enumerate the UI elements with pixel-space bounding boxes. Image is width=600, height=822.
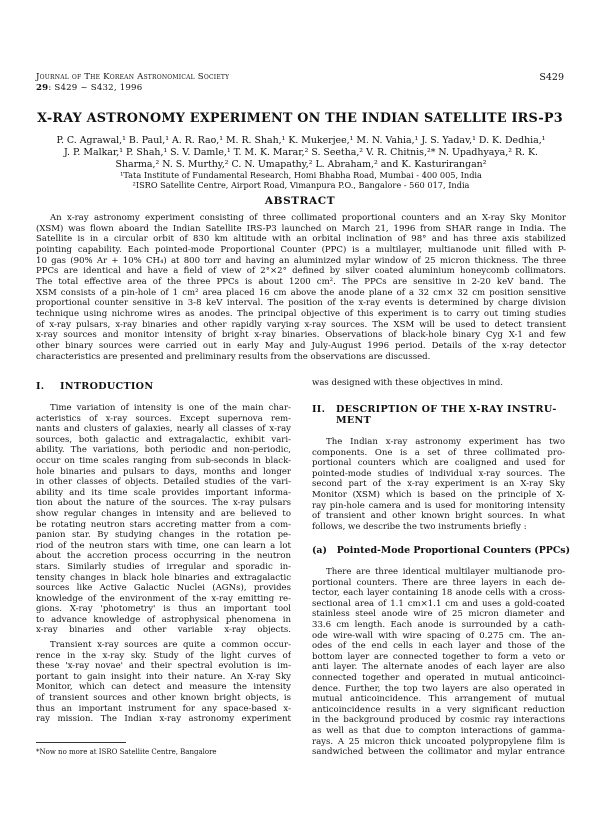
abstract-line: PPCs are identical and have a field of view of 2°×2° defined by silver coated aluminium honeycomb collimators. xyxy=(36,266,566,277)
abstract-line: pointing capability. Each pointed-mode Proportional Counter (PPC) is a multilayer, multianode unit filled with P- xyxy=(36,244,566,255)
text-line: second part of the x-ray experiment is an X-ray Sky xyxy=(312,479,565,490)
text-line: Time variation of intensity is one of the main char- xyxy=(50,403,291,413)
text-line: 33.6 cm length. Each anode is surrounded by a cath- xyxy=(312,619,565,630)
abstract-line: x-ray sources and monitor intensity of bright x-ray binaries. Observations of black-hole binary Cyg X-1 and few xyxy=(36,330,566,341)
subsection-label: (a) xyxy=(312,545,327,556)
text-line: There are three identical multilayer multianode pro- xyxy=(326,567,565,577)
text-line: ability and its time scale provides important informa- xyxy=(36,487,291,498)
text-line: sources like Active Galactic Nuclei (AGNs), provides xyxy=(36,583,291,594)
text-line: hole binaries and pulsars to days, months and longer xyxy=(36,466,291,477)
text-line: was designed with these objectives in mind. xyxy=(312,378,504,388)
text-line: ray pin-hole camera and is used for monitoring intensity xyxy=(312,500,565,511)
text-line: tion about the nature of the sources. The x-ray pulsars xyxy=(36,498,291,509)
text-line: knowledge of the environment of the x-ray emitting re- xyxy=(36,593,291,604)
text-line: odes of the end cells in each layer and those of the xyxy=(312,641,565,652)
intro-paragraph-1 xyxy=(36,403,291,636)
footnote-rule xyxy=(36,742,126,743)
text-line: ability. The variations, both periodic and non-periodic, xyxy=(36,445,291,456)
text-line: sectional area of 1.1 cm×1.1 cm and uses a gold-coated xyxy=(312,598,565,609)
author-line: P. C. Agrawal,¹ B. Paul,¹ A. R. Rao,¹ M. R. Shah,¹ K. Mukerjee,¹ M. N. Vahia,¹ J. S. Yadav,¹ D. K. Dedhia,¹ xyxy=(56,135,546,146)
abstract-line: The total effective area of the three PPCs is about 1200 cm². The PPCs are sensitive in 2-20 keV band. The xyxy=(36,276,566,287)
abstract-line: (XSM) was flown aboard the Indian Satellite IRS-P3 launched on March 21, 1996 from SHAR range in India. The xyxy=(36,223,566,234)
text-line: bottom layer are connected together to form a veto or xyxy=(312,651,565,662)
text-line: rays. A 25 micron thick uncoated polypropylene film is xyxy=(312,736,565,747)
text-line: ode wire-wall with wire spacing of 0.275 cm. The an- xyxy=(312,630,565,641)
text-line: in other classes of objects. Detailed studies of the vari- xyxy=(36,477,291,488)
journal-volume-line xyxy=(36,83,229,94)
text-line: about the accretion process occurring in the neutron xyxy=(36,551,291,562)
text-line: of transient sources and other known bright objects, is xyxy=(36,692,291,703)
footnote: *Now no more at ISRO Satellite Centre, Bangalore xyxy=(36,748,217,756)
text-line: gions. X-ray 'photometry' is thus an important tool xyxy=(36,604,291,615)
text-line: portant to gain insight into their nature. An X-ray Sky xyxy=(36,671,291,682)
text-line: these 'x-ray novae' and their spectral evolution is im- xyxy=(36,661,291,672)
paper-title: X-RAY ASTRONOMY EXPERIMENT ON THE INDIAN SATELLITE IRS-P3 xyxy=(37,111,563,126)
description-paragraph xyxy=(312,437,565,532)
text-line: ray mission. The Indian x-ray astronomy experiment xyxy=(36,714,291,725)
text-line: be rotating neutron stars accreting matter from a com- xyxy=(36,519,291,530)
subsection-a-heading xyxy=(312,545,570,556)
text-line: acteristics of x-ray sources. Except supernova rem- xyxy=(36,413,291,424)
text-line: connected together and operated in mutual anticoinci- xyxy=(312,672,565,683)
text-line: Monitor, which can detect and measure the intensity xyxy=(36,682,291,693)
text-line: anticoincidence results in a very significant reduction xyxy=(312,704,565,715)
text-line: Transient x-ray sources are quite a common occur- xyxy=(50,640,291,650)
text-line: of transient and other known bright sources. In what xyxy=(312,511,565,522)
text-line: Monitor (XSM) which is based on the principle of X- xyxy=(312,489,565,500)
journal-header xyxy=(36,72,229,94)
affiliations xyxy=(36,170,566,190)
author-list xyxy=(36,135,566,171)
section-number: I. xyxy=(36,381,45,392)
text-line: follows, we describe the two instruments briefly : xyxy=(312,521,527,532)
text-line: in the background produced by cosmic ray interactions xyxy=(312,715,565,726)
journal-name: Journal of The Korean Astronomical Society xyxy=(36,72,230,82)
abstract-line: other binary sources were carried out in early May and July-August 1996 period. Details of the x-ray detector xyxy=(36,340,566,351)
text-line: to advance knowledge of astrophysical phenomena in xyxy=(36,614,291,625)
text-line: sandwiched between the collimator and mylar entrance xyxy=(312,747,565,758)
text-line: portional counters. There are three layers in each de- xyxy=(312,577,565,588)
abstract-line: characteristics are presented and preliminary results from the observations are discussed. xyxy=(36,351,431,362)
volume-number: 29 xyxy=(36,83,49,93)
section-2-heading xyxy=(312,404,565,426)
author-line: J. P. Malkar,¹ P. Shah,¹ S. V. Damle,¹ T. M. K. Marar,² S. Seetha,² V. R. Chitnis,²* N. Upadhyaya,² R. K. xyxy=(64,147,538,158)
text-line: occur on time scales ranging from sub-seconds in black- xyxy=(36,455,291,466)
text-line: stars. Similarly studies of irregular and sporadic in- xyxy=(36,561,291,572)
abstract-line: of x-ray pulsars, x-ray binaries and other rapidly varying x-ray sources. The XSM will be used to detect transient xyxy=(36,319,566,330)
section-1-heading xyxy=(36,381,153,392)
section-number: II. xyxy=(312,404,326,415)
abstract-line: Satellite is in a circular orbit of 830 km altitude with an orbital inclination of 98° and has three axis stabilized xyxy=(36,234,566,245)
text-line: panion star. By studying changes in the rotation pe- xyxy=(36,530,291,541)
abstract-heading: ABSTRACT xyxy=(264,195,336,207)
author-line: Sharma,² N. S. Murthy,² C. N. Umapathy,² L. Abraham,² and K. Kasturirangan² xyxy=(115,159,487,170)
text-line: rence in the x-ray sky. Study of the light curves of xyxy=(36,650,291,661)
text-line: tensity changes in black hole binaries and extragalactic xyxy=(36,572,291,583)
text-line: mutual anticoincidence. This arrangement of mutual xyxy=(312,694,565,705)
text-line: x-ray binaries and other variable x-ray objects. xyxy=(36,625,291,636)
volume-pages: : S429 ~ S432, 1996 xyxy=(48,83,143,93)
text-line: anti layer. The alternate anodes of each layer are also xyxy=(312,662,565,673)
text-line: thus an important instrument for any space-based x- xyxy=(36,703,291,714)
text-line: as well as that due to compton interactions of gamma- xyxy=(312,725,565,736)
text-line: sources, both galactic and extragalactic, exhibit vari- xyxy=(36,434,291,445)
affiliation-line: ¹Tata Institute of Fundamental Research, Homi Bhabha Road, Mumbai - 400 005, India xyxy=(120,170,482,180)
abstract-line: XSM consists of a pin-hole of 1 cm² area placed 16 cm above the anode plane of a 32 cm× 32 cm position sensitive xyxy=(36,287,566,298)
text-line: The Indian x-ray astronomy experiment has two xyxy=(326,437,565,447)
affiliation-line: ²ISRO Satellite Centre, Airport Road, Vimanpura P.O., Bangalore - 560 017, India xyxy=(132,180,470,190)
section-title: DESCRIPTION OF THE X-RAY INSTRU- xyxy=(336,404,557,415)
text-line: components. One is a set of three collimated pro- xyxy=(312,447,565,458)
text-line: show regular changes in intensity and are believed to xyxy=(36,508,291,519)
text-line: stainless steel anode wire of 25 micron diameter and xyxy=(312,609,565,620)
abstract-body xyxy=(36,213,566,362)
text-line: tector, each layer containing 18 anode cells with a cross- xyxy=(312,588,565,599)
page-number: S429 xyxy=(539,72,564,83)
abstract-line: technique using nichrome wires as anodes. The principal objective of this experiment is to carry out timing studies xyxy=(36,308,566,319)
continuation-line xyxy=(312,378,565,389)
abstract-line: An x-ray astronomy experiment consisting of three collimated proportional counters and an X-ray Sky Monitor xyxy=(50,213,566,223)
section-title-continuation: MENT xyxy=(336,415,372,426)
abstract-line: proportional counter sensitive in 3-8 keV interval. The position of the x-ray events is determined by charge division xyxy=(36,298,566,309)
text-line: riod of the neutron stars with time, one can learn a lot xyxy=(36,540,291,551)
text-line: nants and clusters of galaxies, nearly all classes of x-ray xyxy=(36,424,291,435)
text-line: portional counters which are coaligned and used for xyxy=(312,458,565,469)
subsection-title: Pointed-Mode Proportional Counters (PPCs) xyxy=(336,545,571,556)
text-line: dence. Further, the top two layers are also operated in xyxy=(312,683,565,694)
text-line: pointed-mode studies of individual x-ray sources. The xyxy=(312,468,565,479)
section-title: INTRODUCTION xyxy=(60,381,154,392)
ppc-paragraph xyxy=(312,567,565,758)
abstract-line: 10 gas (90% Ar + 10% CH₄) at 800 torr and having an aluminized mylar window of 25 micron thickness. The three xyxy=(36,255,566,266)
intro-paragraph-2 xyxy=(36,640,291,725)
